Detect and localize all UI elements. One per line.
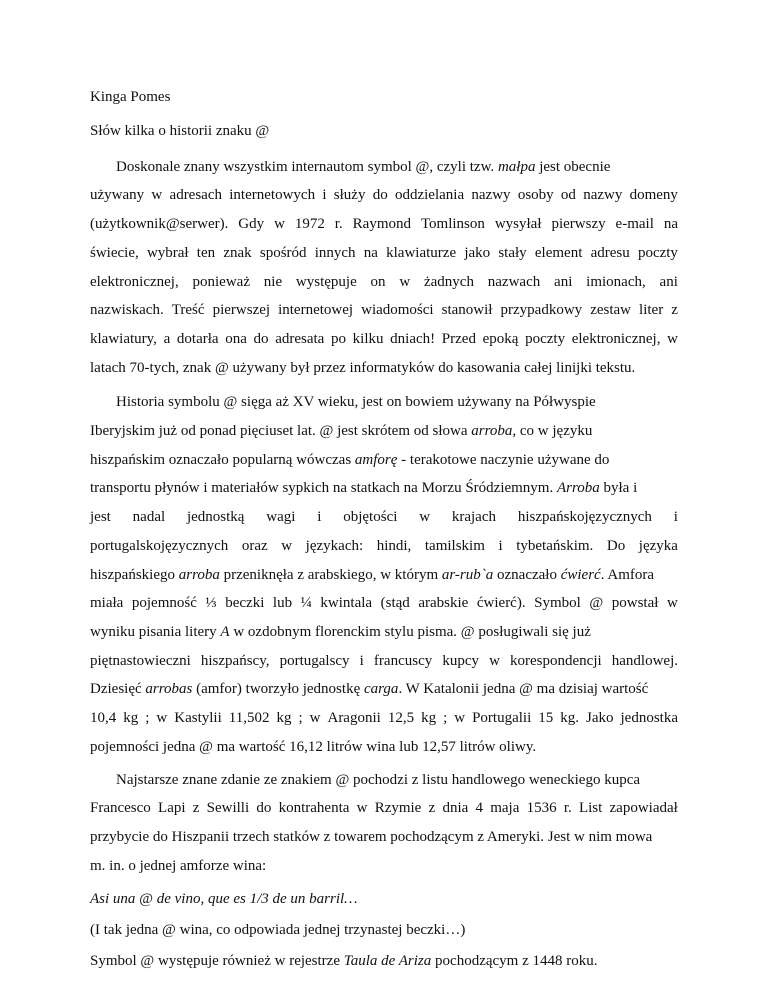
p1-line-4: świecie, wybrał ten znak spośród innych na klawiaturze jako stały element adresu poczty <box>90 244 678 261</box>
closing-sentence: Symbol @ występuje również w rejestrze Taula de Ariza pochodzącym z 1448 roku. <box>90 953 598 969</box>
p3-line-1: Najstarsze znane zdanie ze znakiem @ pochodzi z listu handlowego weneckiego kupca <box>116 771 641 788</box>
p2-line-10: piętnastowieczni hiszpańscy, portugalscy i francuscy kupcy w korespondencji handlowej. <box>90 652 678 669</box>
quote-translation: (I tak jedna @ wina, co odpowiada jednej trzynastej beczki…) <box>90 921 466 938</box>
p1-line-6: nazwiskach. Treść pierwszej internetowej wiadomości stanowił przypadkowy zestaw liter z <box>90 302 678 319</box>
p1-line-3: (użytkownik@serwer). Gdy w 1972 r. Raymond Tomlinson wysyłał pierwszy e-mail na <box>90 216 678 233</box>
p2-line-9: wyniku pisania litery A w ozdobnym florenckim stylu pisma. @ posługiwali się już <box>90 623 591 640</box>
p3-line-4: m. in. o jednej amforze wina: <box>90 857 267 874</box>
p1-line-2: używany w adresach internetowych i służy do oddzielania nazwy osoby od nazwy domeny <box>90 187 678 204</box>
p2-line-12: 10,4 kg ; w Kastylii 11,502 kg ; w Aragonii 12,5 kg ; w Portugalii 15 kg. Jako jednostka <box>90 710 678 727</box>
spanish-quote: Asi una @ de vino, que es 1/3 de un barril… <box>90 891 358 908</box>
p2-line-11: Dziesięć arrobas (amfor) tworzyło jednostkę carga. W Katalonii jedna @ ma dzisiaj wartość <box>90 681 649 698</box>
author-name: Kinga Pomes <box>90 89 171 105</box>
p2-line-3: hiszpańskim oznaczało popularną wówczas amforę - terakotowe naczynie używane do <box>90 451 610 468</box>
p1-line-1: Doskonale znany wszystkim internautom symbol @, czyli tzw. małpa jest obecnie <box>116 158 611 175</box>
p2-line-13: pojemności jedna @ ma wartość 16,12 litrów wina lub 12,57 litrów oliwy. <box>90 738 537 755</box>
p2-line-5: jest nadal jednostką wagi i objętości w krajach hiszpańskojęzycznych i <box>90 509 678 526</box>
p1-line-5: elektronicznej, ponieważ nie występuje on w żadnych nazwach ani imionach, ani <box>90 273 678 290</box>
document-title: Słów kilka o historii znaku @ <box>90 122 270 139</box>
p2-line-4: transportu płynów i materiałów sypkich na statkach na Morzu Śródziemnym. Arroba była i <box>90 480 638 497</box>
p2-line-1: Historia symbolu @ sięga aż XV wieku, jest on bowiem używany na Półwyspie <box>116 394 596 411</box>
p2-line-6: portugalskojęzycznych oraz w językach: hindi, tamilskim i tybetańskim. Do języka <box>90 537 678 554</box>
p3-line-2: Francesco Lapi z Sewilli do kontrahenta w Rzymie z dnia 4 maja 1536 r. List zapowiadał <box>90 800 678 817</box>
p2-line-2: Iberyjskim już od ponad pięciuset lat. @ jest skrótem od słowa arroba, co w języku <box>90 422 593 439</box>
p2-line-8: miała pojemność ⅓ beczki lub ¼ kwintala (stąd arabskie ćwierć). Symbol @ powstał w <box>90 595 678 612</box>
p1-line-7: klawiatury, a dotarła ona do adresata po kilku dniach! Przed epoką poczty elektronicznej, w <box>90 331 678 348</box>
p3-line-3: przybycie do Hiszpanii trzech statków z towarem pochodzącym z Ameryki. Jest w nim mowa <box>90 829 653 846</box>
p2-line-7: hiszpańskiego arroba przeniknęła z arabskiego, w którym ar-rub`a oznaczało ćwierć. Amfora <box>90 566 655 583</box>
p1-line-8: latach 70-tych, znak @ używany był przez informatyków do kasowania całej linijki tekstu. <box>90 359 636 376</box>
